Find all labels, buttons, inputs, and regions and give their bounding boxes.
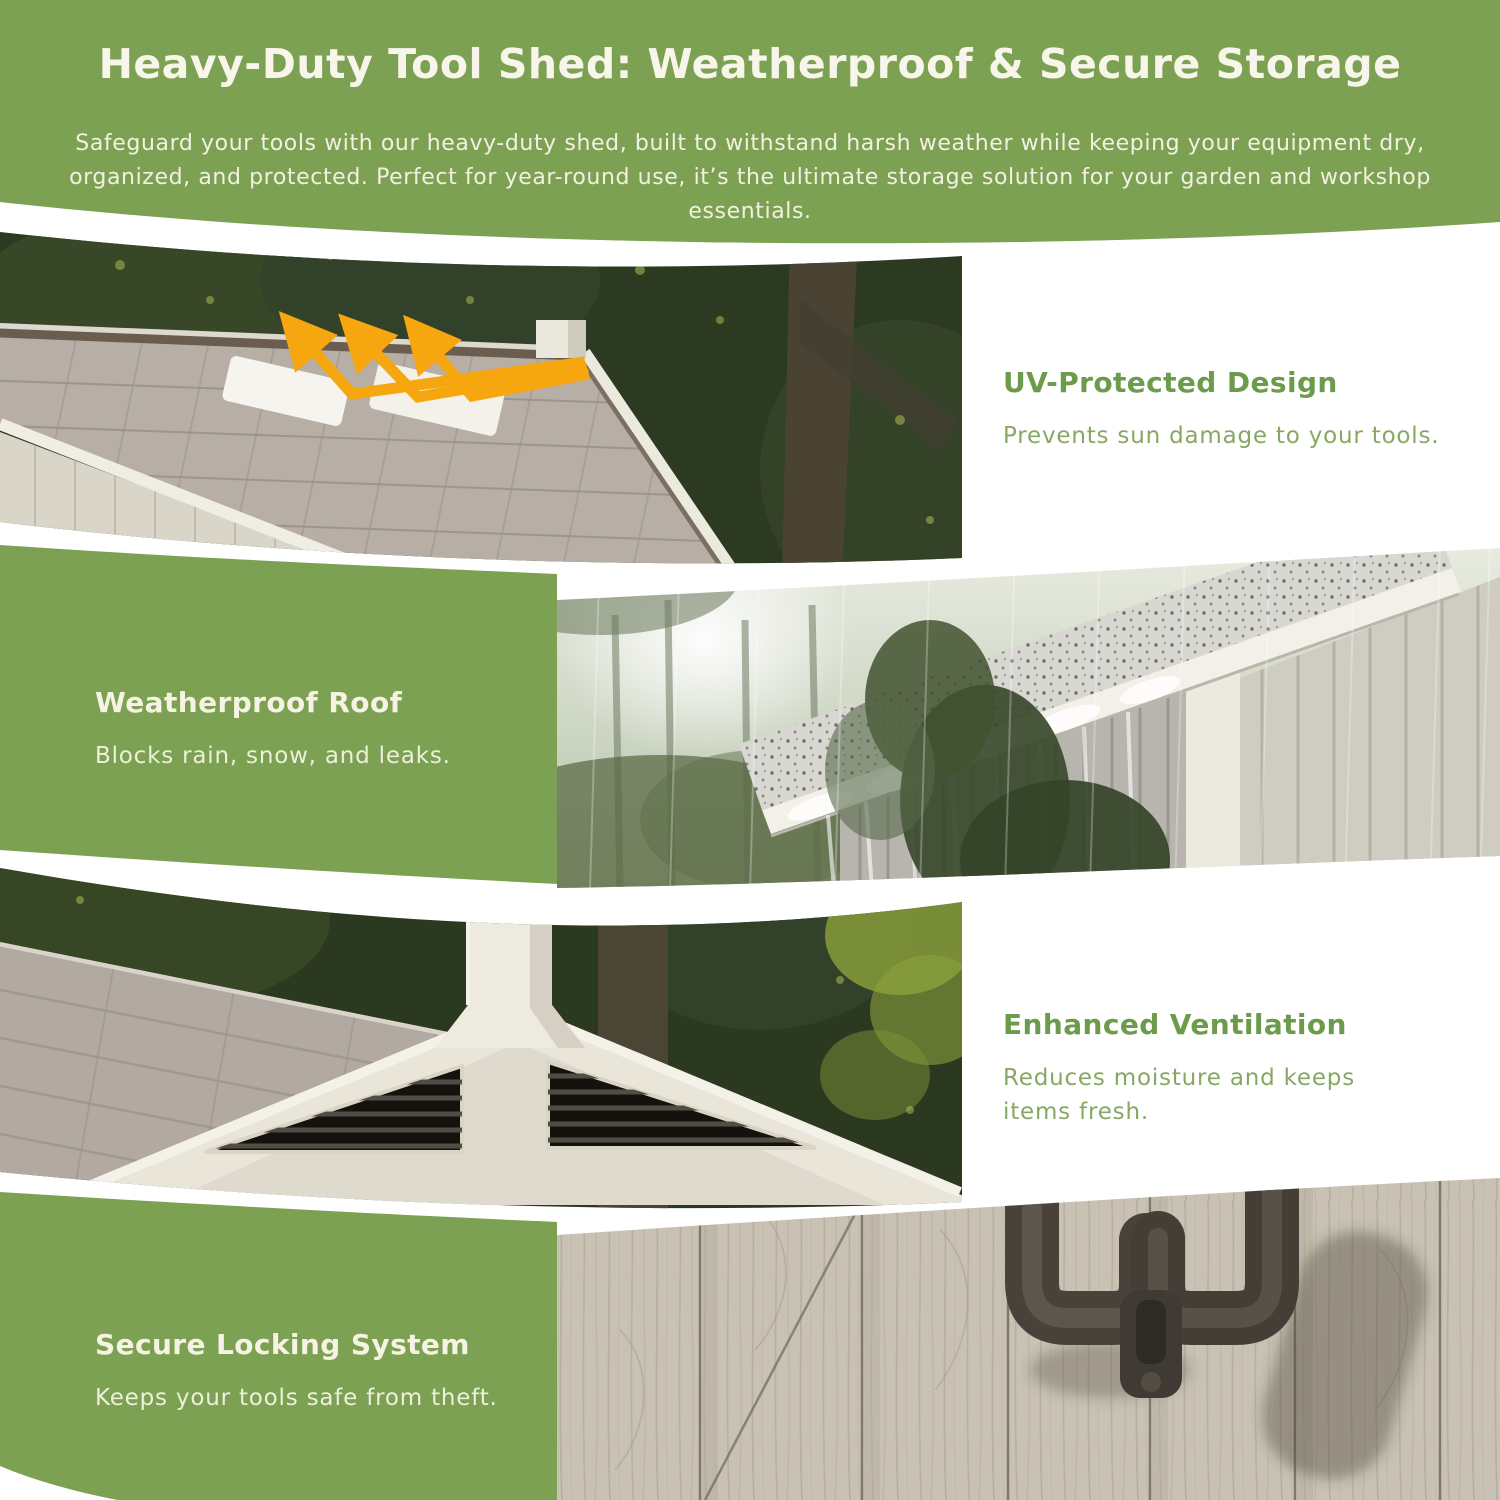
feature-uv-body: Prevents sun damage to your tools. (1003, 423, 1440, 449)
lock-hasp (1120, 1290, 1182, 1398)
feature-vent-block (1003, 1008, 1403, 1129)
rain-photo (430, 502, 1500, 975)
feature-lock-block (95, 1328, 535, 1415)
feature-vent-body: Reduces moisture and keeps items fresh. (1003, 1065, 1355, 1125)
feature-roof-block (95, 686, 535, 773)
vents-photo (0, 830, 990, 1226)
page-title: Heavy-Duty Tool Shed: Weatherproof & Secure Storage (98, 40, 1402, 88)
feature-lock-body: Keeps your tools safe from theft. (95, 1385, 498, 1411)
lock-photo (557, 1160, 1500, 1500)
feature-roof-heading: Weatherproof Roof (95, 686, 403, 719)
feature-vent-heading: Enhanced Ventilation (1003, 1008, 1347, 1041)
page-subtitle: Safeguard your tools with our heavy-duty shed, built to withstand harsh weather while keeping your equipment dry, organized, and protected. Perfect for year-round use, it’s the ultimate storage solution for your garden and workshop essentials. (69, 131, 1431, 224)
feature-roof-body: Blocks rain, snow, and leaks. (95, 743, 451, 769)
feature-lock-heading: Secure Locking System (95, 1328, 470, 1361)
feature-uv-block (1003, 366, 1463, 453)
feature-uv-heading: UV-Protected Design (1003, 366, 1338, 399)
